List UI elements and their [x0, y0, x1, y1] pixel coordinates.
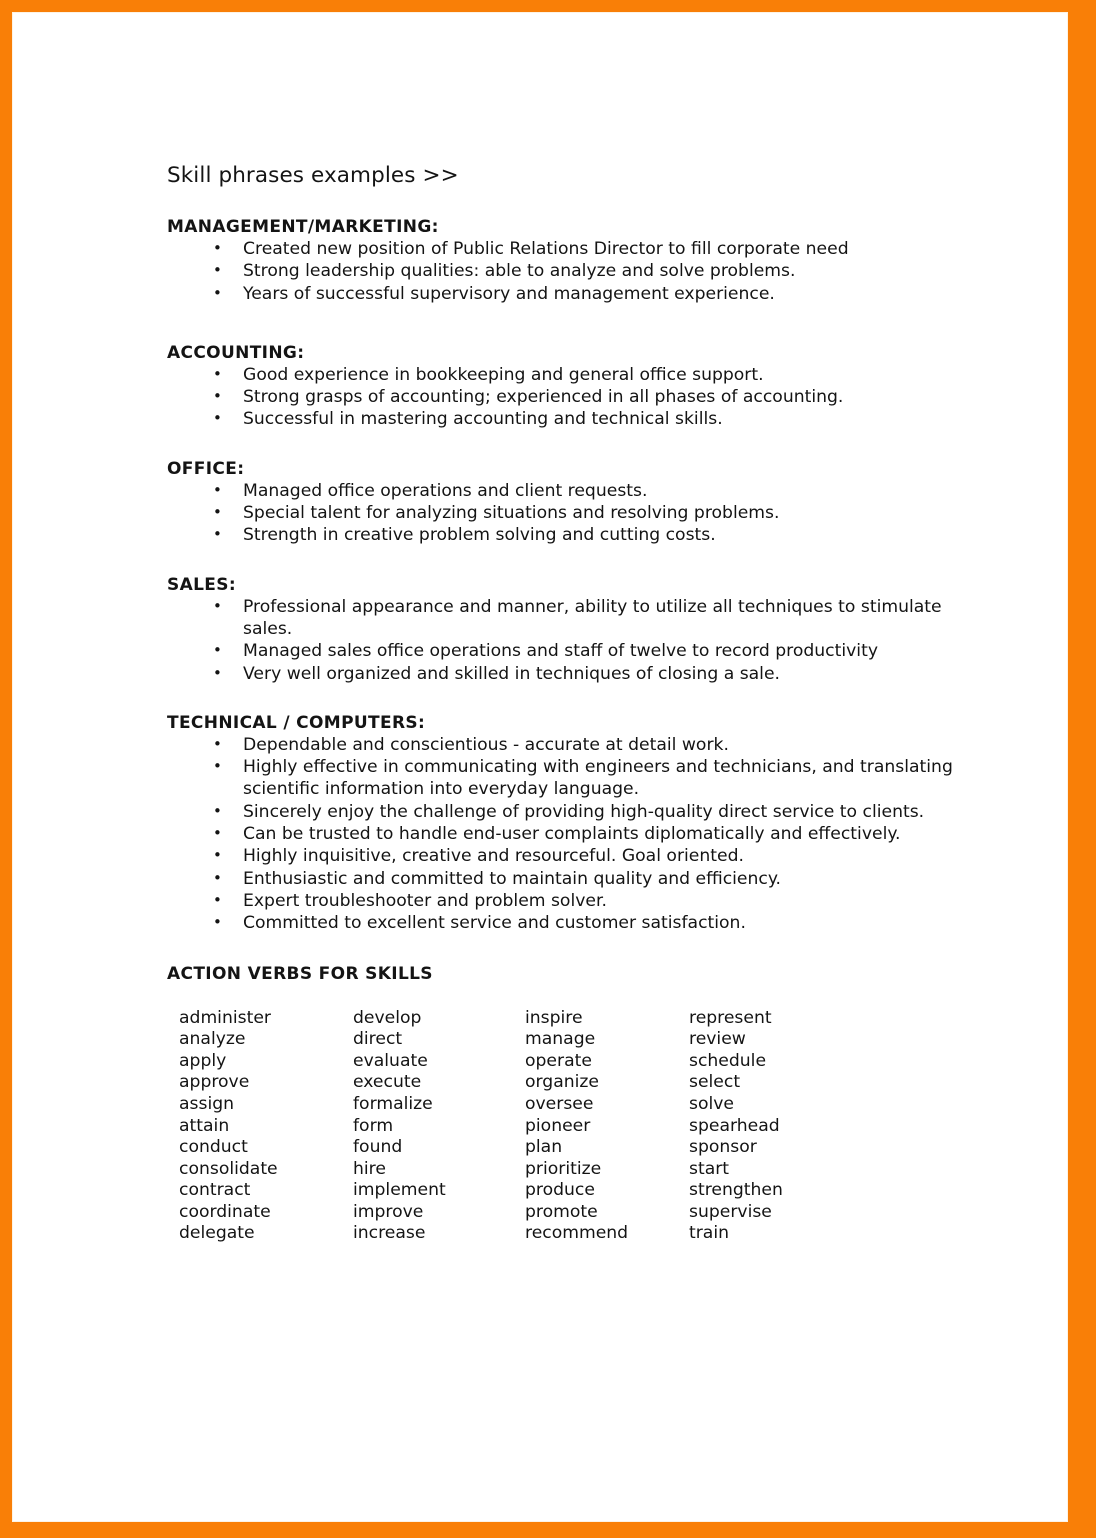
- verb-item: conduct: [179, 1137, 248, 1158]
- verb-item: plan: [525, 1137, 563, 1158]
- verb-item: improve: [353, 1201, 424, 1222]
- action-verbs-column-4: [689, 1008, 957, 1246]
- verb-item: direct: [353, 1029, 403, 1050]
- bullet-item: • Sincerely enjoy the challenge of providing high-quality direct service to clients.: [167, 801, 957, 823]
- document-body: [167, 163, 957, 1245]
- bullet-item: • Dependable and conscientious - accurate at detail work.: [167, 734, 957, 756]
- verb-item: train: [689, 1223, 730, 1244]
- verb-item: promote: [525, 1201, 598, 1222]
- verb-item: solve: [689, 1093, 734, 1114]
- verb-item: consolidate: [179, 1158, 278, 1179]
- section-office: [167, 459, 957, 547]
- bullet-item: • Strong leadership qualities: able to analyze and solve problems.: [167, 260, 957, 282]
- verb-item: represent: [689, 1007, 772, 1028]
- verb-item: start: [689, 1158, 730, 1179]
- document-sheet: [13, 13, 1067, 1521]
- verb-item: develop: [353, 1007, 422, 1028]
- section-heading: TECHNICAL / COMPUTERS:: [167, 712, 426, 733]
- bullet-item: • Can be trusted to handle end-user complaints diplomatically and effectively.: [167, 823, 957, 845]
- verb-item: strengthen: [689, 1180, 783, 1201]
- bullet-item: • Good experience in bookkeeping and general office support.: [167, 364, 957, 386]
- verb-item: delegate: [179, 1223, 255, 1244]
- verb-item: administer: [179, 1007, 271, 1028]
- section-heading: OFFICE:: [167, 458, 245, 479]
- bullet-list: [167, 596, 957, 685]
- verb-item: produce: [525, 1180, 595, 1201]
- verb-item: analyze: [179, 1029, 246, 1050]
- bullet-item: • Managed office operations and client requests.: [167, 480, 957, 502]
- bullet-item: • Professional appearance and manner, ability to utilize all techniques to stimulate sales.: [167, 596, 957, 641]
- bullet-list: [167, 364, 957, 431]
- bullet-item: • Strong grasps of accounting; experienced in all phases of accounting.: [167, 386, 957, 408]
- verb-item: review: [689, 1029, 746, 1050]
- section-heading: MANAGEMENT/MARKETING:: [167, 217, 439, 237]
- verb-item: supervise: [689, 1201, 772, 1222]
- verb-item: apply: [179, 1050, 227, 1071]
- verb-item: found: [353, 1137, 403, 1158]
- action-verbs-column-2: [353, 1008, 525, 1246]
- verb-item: execute: [353, 1072, 422, 1093]
- verb-item: prioritize: [525, 1158, 602, 1179]
- bullet-item: • Highly inquisitive, creative and resourceful. Goal oriented.: [167, 845, 957, 867]
- verb-item: oversee: [525, 1093, 594, 1114]
- verb-item: assign: [179, 1093, 235, 1114]
- verb-item: attain: [179, 1115, 230, 1136]
- bullet-item: • Committed to excellent service and customer satisfaction.: [167, 912, 957, 934]
- bullet-item: • Strength in creative problem solving and cutting costs.: [167, 524, 957, 546]
- bullet-item: • Expert troubleshooter and problem solver.: [167, 890, 957, 912]
- section-action-verbs: [167, 964, 957, 1246]
- verb-item: increase: [353, 1223, 426, 1244]
- verb-item: inspire: [525, 1007, 583, 1028]
- verb-item: implement: [353, 1180, 446, 1201]
- bullet-item: • Successful in mastering accounting and technical skills.: [167, 408, 957, 430]
- bullet-item: • Special talent for analyzing situations and resolving problems.: [167, 502, 957, 524]
- section-accounting: [167, 343, 957, 431]
- section-heading: SALES:: [167, 574, 236, 595]
- bullet-list: [167, 238, 957, 305]
- verb-item: hire: [353, 1158, 386, 1179]
- verb-item: evaluate: [353, 1050, 428, 1071]
- verb-item: approve: [179, 1072, 250, 1093]
- verb-item: manage: [525, 1029, 596, 1050]
- verb-item: schedule: [689, 1050, 767, 1071]
- verb-item: spearhead: [689, 1115, 780, 1136]
- verb-item: contract: [179, 1180, 251, 1201]
- bullet-item: • Managed sales office operations and staff of twelve to record productivity: [167, 640, 957, 662]
- action-verbs-column-3: [525, 1008, 689, 1246]
- action-verbs-column-1: [179, 1008, 353, 1246]
- verb-item: coordinate: [179, 1201, 271, 1222]
- page-title: Skill phrases examples >>: [167, 163, 459, 188]
- verb-item: organize: [525, 1072, 599, 1093]
- verb-item: operate: [525, 1050, 592, 1071]
- verb-item: formalize: [353, 1093, 433, 1114]
- action-verbs-grid: [167, 1008, 957, 1246]
- verb-item: sponsor: [689, 1137, 757, 1158]
- section-heading: ACCOUNTING:: [167, 342, 305, 363]
- bullet-item: • Enthusiastic and committed to maintain quality and efficiency.: [167, 868, 957, 890]
- bullet-item: • Created new position of Public Relations Director to fill corporate need: [167, 238, 957, 260]
- section-technical-computers: [167, 713, 957, 935]
- section-sales: [167, 575, 957, 685]
- verb-item: pioneer: [525, 1115, 591, 1136]
- action-verbs-heading: ACTION VERBS FOR SKILLS: [167, 963, 433, 984]
- section-management-marketing: [167, 217, 957, 305]
- bullet-item: • Highly effective in communicating with engineers and technicians, and translating scientific information into everyday language.: [167, 756, 957, 801]
- bullet-item: • Very well organized and skilled in techniques of closing a sale.: [167, 663, 957, 685]
- bullet-item: • Years of successful supervisory and management experience.: [167, 283, 957, 305]
- bullet-list: [167, 734, 957, 935]
- verb-item: select: [689, 1072, 741, 1093]
- verb-item: form: [353, 1115, 394, 1136]
- bullet-list: [167, 480, 957, 547]
- verb-item: recommend: [525, 1223, 629, 1244]
